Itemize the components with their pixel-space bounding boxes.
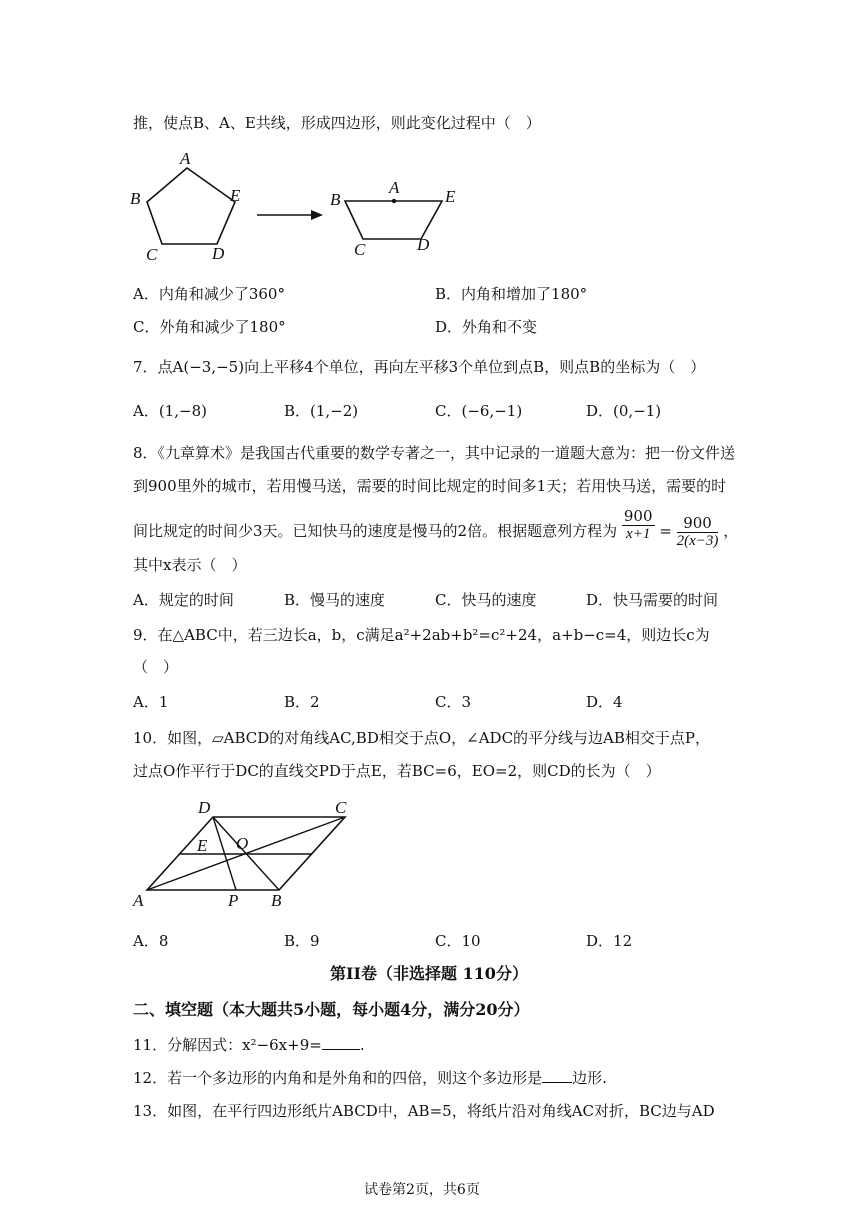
label-c: C — [146, 245, 158, 264]
q9-option-b: B．2 — [284, 693, 320, 711]
label-b: B — [130, 189, 141, 208]
label-c: C — [335, 798, 347, 817]
q12 — [133, 1071, 607, 1086]
q7-option-c: C．(−6,−1) — [435, 402, 523, 420]
q8-frac1-denominator: x+1 — [626, 525, 651, 542]
label-b: B — [271, 891, 282, 910]
q8-line-3-text: 间比规定的时间少3天。已知快马的速度是慢马的2倍。根据题意列方程为 — [133, 522, 618, 540]
q7-option-a: A．(1,−8) — [133, 402, 207, 420]
q10-line-1: 10．如图，▱ABCD的对角线AC,BD相交于点O，∠ADC的平分线与边AB相交于点P， — [133, 729, 711, 747]
q6-option-b: B．内角和增加了180° — [435, 285, 588, 303]
q8-fraction-right — [677, 515, 719, 549]
q10-option-a: A．8 — [133, 932, 169, 950]
q9-option-d: D．4 — [586, 693, 623, 711]
q8-line-2: 到900里外的城市，若用慢马送，需要的时间比规定的时间多1天；若用快马送，需要的时 — [133, 477, 727, 495]
q10-option-b: B．9 — [284, 932, 320, 950]
q10-option-d: D．12 — [586, 932, 633, 950]
label-b: B — [330, 190, 341, 209]
q7-option-b: B．(1,−2) — [284, 402, 359, 420]
label-a: A — [389, 178, 400, 197]
label-d: D — [417, 235, 430, 254]
part-2-heading: 二、填空题（本大题共5小题，每小题4分，满分20分） — [133, 1000, 530, 1019]
q13-line-1: 13．如图，在平行四边形纸片ABCD中，AB=5，将纸片沿对角线AC对折，BC边与AD — [133, 1102, 715, 1120]
q12-end: 边形. — [572, 1069, 607, 1087]
q8-line-1: 8．《九章算术》是我国古代重要的数学专著之一，其中记录的一道题大意为：把一份文件送 — [133, 444, 736, 462]
quadrilateral-figure — [325, 175, 475, 260]
q6-option-d: D．外角和不变 — [435, 318, 538, 336]
label-e: E — [230, 186, 241, 205]
q10-option-c: C．10 — [435, 932, 481, 950]
q8-option-b: B．慢马的速度 — [284, 591, 386, 609]
q6-option-c: C．外角和减少了180° — [133, 318, 286, 336]
q8-equals: = — [659, 522, 672, 540]
q8-fraction-left — [622, 508, 655, 542]
parallelogram-figure — [125, 793, 365, 913]
pentagon-figure — [125, 148, 255, 266]
q10-line-2: 过点O作平行于DC的直线交PD于点E，若BC=6，EO=2，则CD的长为（ ） — [133, 762, 661, 780]
section-2-title: 第II卷（非选择题 110分） — [330, 964, 528, 983]
q8-line-3 — [133, 507, 739, 549]
q8-line-4: 其中x表示（ ） — [133, 556, 247, 574]
arrow-icon — [255, 205, 325, 225]
q7-stem: 7．点A(−3,−5)向上平移4个单位，再向左平移3个单位到点B，则点B的坐标为（ ） — [133, 358, 706, 376]
q8-option-c: C．快马的速度 — [435, 591, 537, 609]
q8-frac2-denominator: 2(x−3) — [676, 532, 719, 549]
q6-option-a: A．内角和减少了360° — [133, 285, 285, 303]
q8-option-d: D．快马需要的时间 — [586, 591, 719, 609]
q8-option-a: A．规定的时间 — [133, 591, 234, 609]
q11-end: . — [359, 1036, 365, 1054]
label-a: A — [180, 149, 191, 168]
label-a: A — [133, 891, 144, 910]
q12-answer-blank[interactable] — [542, 1082, 572, 1083]
page-footer: 试卷第2页，共6页 — [364, 1182, 480, 1198]
q11-answer-blank[interactable] — [322, 1049, 360, 1050]
q8-frac1-numerator: 900 — [623, 507, 653, 525]
label-c: C — [354, 240, 366, 259]
q8-tail: ， — [723, 522, 739, 540]
label-d: D — [212, 244, 225, 263]
label-e: E — [197, 836, 208, 855]
label-e: E — [445, 187, 456, 206]
q7-option-d: D．(0,−1) — [586, 402, 662, 420]
label-p: P — [228, 891, 239, 910]
q9-option-a: A．1 — [133, 693, 169, 711]
q8-frac2-numerator: 900 — [677, 515, 719, 533]
label-d: D — [198, 798, 211, 817]
q9-line-2: （ ） — [133, 658, 179, 676]
q12-text: 12．若一个多边形的内角和是外角和的四倍，则这个多边形是 — [133, 1069, 543, 1087]
q9-line-1: 9．在△ABC中，若三边长a，b，c满足a²+2ab+b²=c²+24，a+b−c=4，则边长c为 — [133, 626, 710, 644]
q9-option-c: C．3 — [435, 693, 472, 711]
q6-stem: 推，使点B、A、E共线，形成四边形，则此变化过程中（ ） — [133, 114, 541, 132]
label-o: O — [236, 834, 249, 853]
q11 — [133, 1038, 365, 1053]
q11-text: 11．分解因式：x²−6x+9= — [133, 1036, 322, 1054]
